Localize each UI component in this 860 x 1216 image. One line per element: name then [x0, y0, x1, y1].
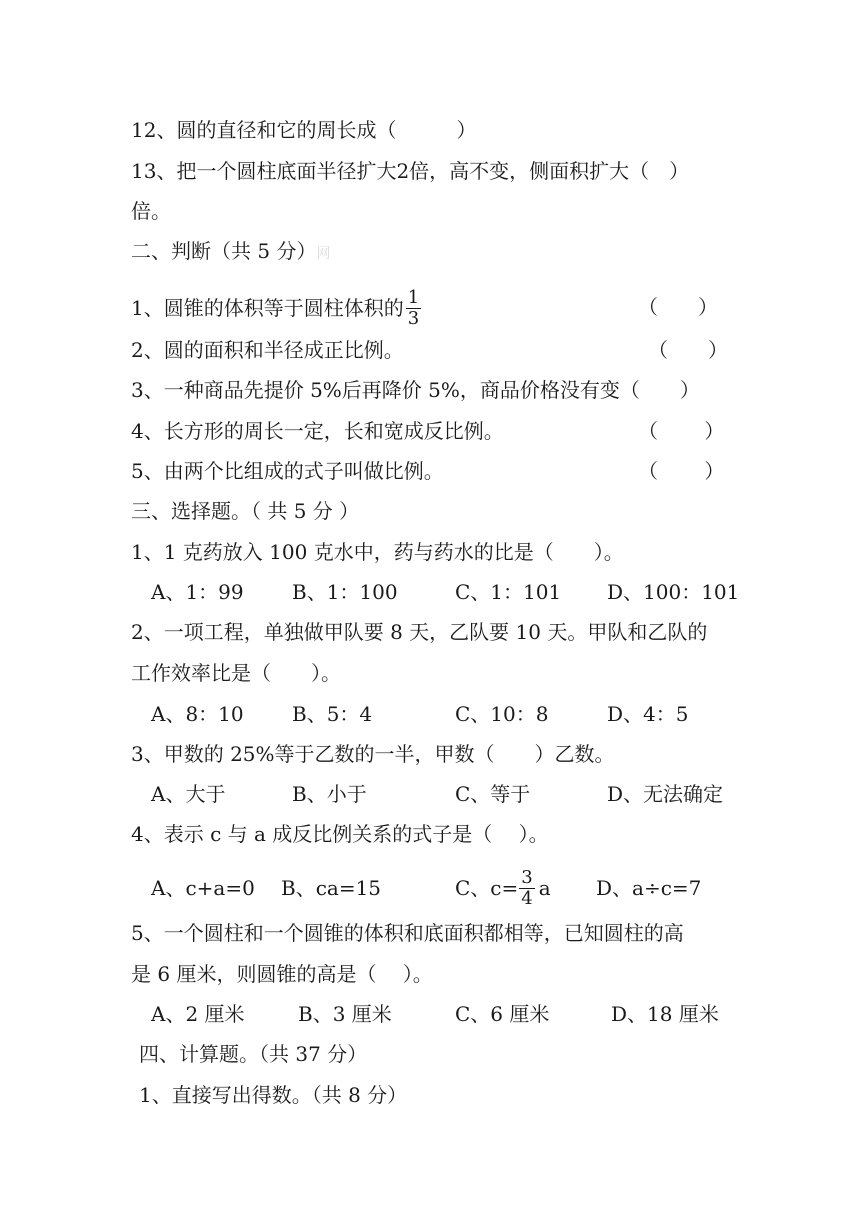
choice-q1-option-c: C、1：101 [455, 580, 562, 604]
choice-q3-option-b: B、小于 [292, 782, 367, 806]
choice-q3-option-c: C、等于 [455, 782, 531, 806]
fraction-numerator: 3 [521, 866, 533, 888]
judge-question-1 [131, 283, 423, 333]
judge-question-4: 4、长方形的周长一定，长和宽成反比例。 [131, 419, 504, 443]
fraction-numerator: 1 [407, 286, 420, 308]
choice-q3-option-d: D、无法确定 [607, 782, 724, 806]
question-12: 12、圆的直径和它的周长成（ ） [131, 118, 477, 142]
choice-q2-option-c: C、10：8 [455, 702, 549, 726]
choice-q2-option-a: A、8：10 [151, 702, 244, 726]
choice-q1-option-d: D、100：101 [607, 580, 740, 604]
choice-q5-option-b: B、3 厘米 [298, 1002, 392, 1026]
choice-section-title: 三、选择题。（ 共 5 分 ） [131, 499, 360, 523]
option-c-variable: a [538, 876, 551, 900]
choice-q2-option-d: D、4：5 [607, 702, 689, 726]
choice-question-3: 3、甲数的 25%等于乙数的一半，甲数（ ）乙数。 [131, 742, 615, 766]
choice-q4-option-b: B、ca=15 [281, 876, 382, 900]
choice-question-4: 4、表示 c 与 a 成反比例关系的式子是（ ）。 [131, 822, 549, 846]
fraction-denominator: 3 [407, 307, 420, 329]
question-13-line-1: 13、把一个圆柱底面半径扩大2倍，高不变，侧面积扩大（ ） [131, 159, 690, 183]
choice-q1-option-a: A、1：99 [151, 580, 244, 604]
choice-question-1: 1、1 克药放入 100 克水中，药与药水的比是（ ）。 [131, 540, 624, 564]
choice-question-5-line-2: 是 6 厘米，则圆锥的高是（ ）。 [131, 962, 433, 986]
calc-question-1: 1、直接写出得数。（共 8 分） [139, 1083, 408, 1107]
choice-q4-option-d: D、a÷c=7 [596, 876, 702, 900]
choice-q5-option-c: C、6 厘米 [455, 1002, 550, 1026]
judge-question-5: 5、由两个比组成的式子叫做比例。 [131, 459, 444, 483]
judge-question-2: 2、圆的面积和半径成正比例。 [131, 338, 404, 362]
judge-q1-text: 1、圆锥的体积等于圆柱体积的 [131, 296, 404, 320]
judge-section-title [131, 238, 330, 267]
fraction-one-third [406, 288, 421, 329]
judge-q4-answer-paren: （ ） [638, 419, 725, 443]
choice-question-5-line-1: 5、一个圆柱和一个圆锥的体积和底面积都相等，已知圆柱的高 [131, 921, 684, 945]
choice-q4-option-c [455, 860, 551, 916]
choice-question-2-line-2: 工作效率比是（ ）。 [131, 661, 341, 685]
judge-question-3: 3、一种商品先提价 5%后再降价 5%，商品价格没有变（ ） [131, 378, 700, 402]
judge-q2-answer-paren: （ ） [648, 338, 728, 362]
choice-q3-option-a: A、大于 [151, 782, 226, 806]
judge-q5-answer-paren: （ ） [638, 459, 725, 483]
choice-q5-option-a: A、2 厘米 [151, 1002, 245, 1026]
fraction-three-quarters [519, 868, 534, 909]
question-13-line-2: 倍。 [131, 199, 171, 223]
fraction-denominator: 4 [521, 887, 533, 909]
choice-q5-option-d: D、18 厘米 [611, 1002, 719, 1026]
watermark-text: 网 [316, 246, 331, 262]
choice-question-2-line-1: 2、一项工程，单独做甲队要 8 天，乙队要 10 天。甲队和乙队的 [131, 620, 708, 644]
choice-q2-option-b: B、5：4 [292, 702, 373, 726]
judge-q1-answer-paren: （ ） [638, 295, 718, 319]
choice-q1-option-b: B、1：100 [292, 580, 398, 604]
judge-title-text: 二、判断（共 5 分） [131, 239, 317, 263]
calc-section-title: 四、计算题。（共 37 分） [139, 1042, 368, 1066]
option-c-prefix: C、c= [455, 876, 519, 900]
choice-q4-option-a: A、c+a=0 [151, 876, 255, 900]
